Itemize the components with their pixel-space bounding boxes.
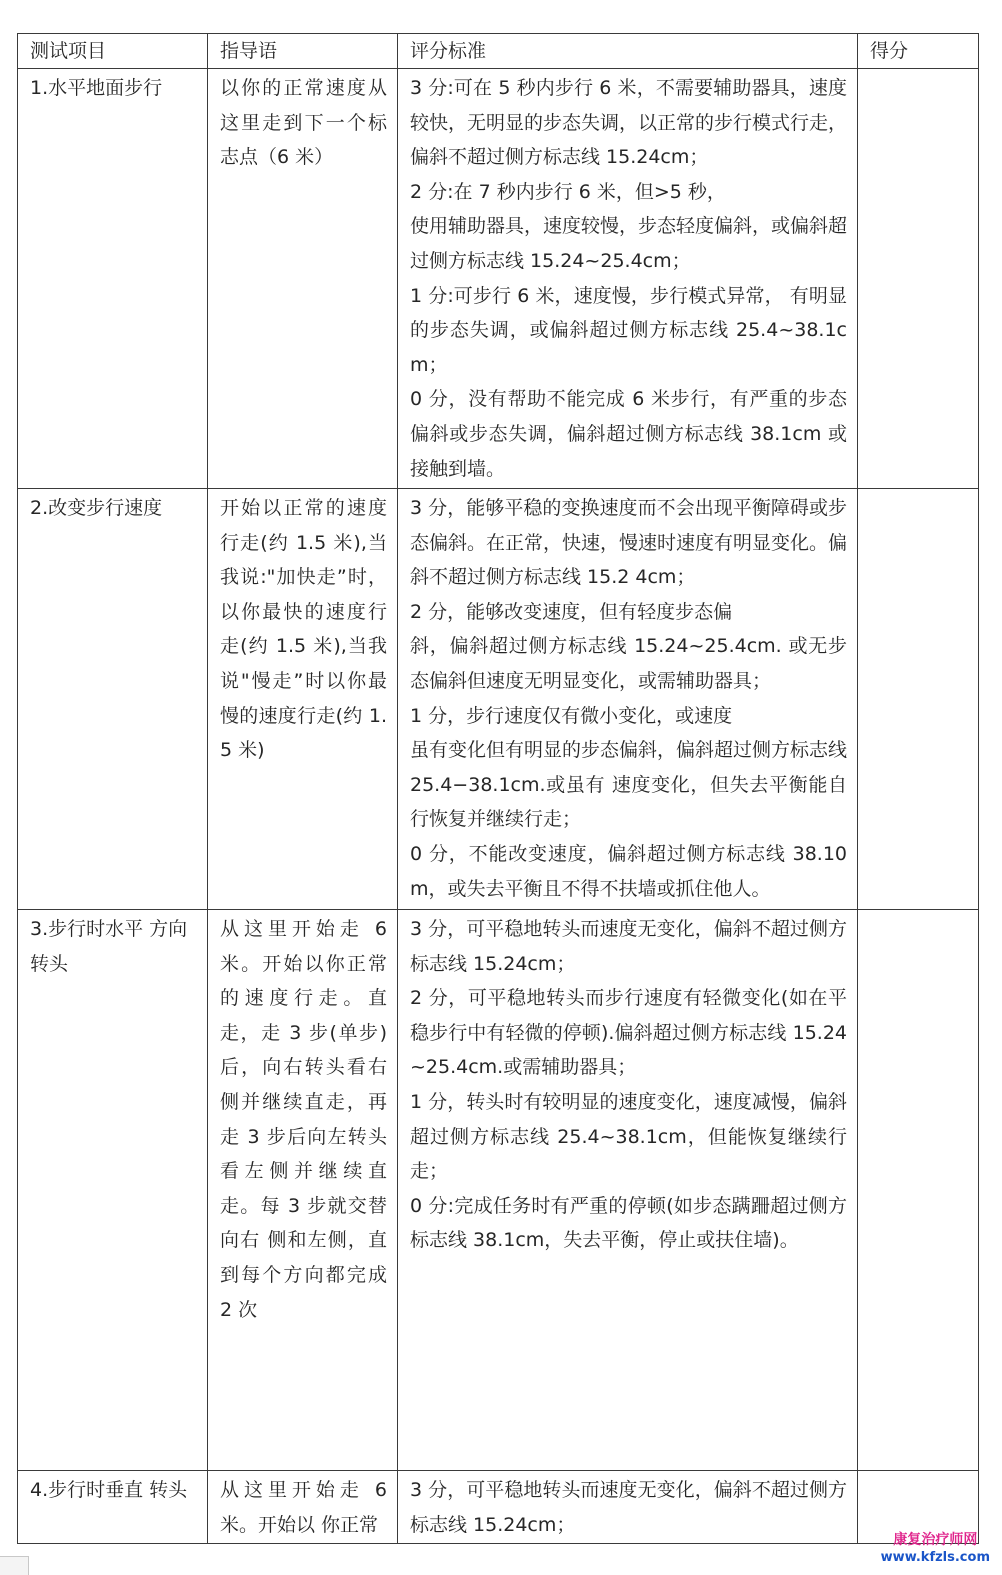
criteria-line: 0 分，不能改变速度，偏斜超过侧方标志线 38.10m，或失去平衡且不得不扶墙或抓住他人。 <box>410 842 847 900</box>
header-test-item: 测试项目 <box>18 34 208 69</box>
criteria-line: 3 分，可平稳地转头而速度无变化，偏斜不超过侧方标志线 15.24cm； <box>410 918 847 975</box>
table-row <box>18 69 979 489</box>
criteria-line: 1 分:可步行 6 米，速度慢，步行模式异常， 有明显的步态失调，或偏斜超过侧方标志线 25.4~38.1cm； <box>410 284 847 376</box>
watermark-site-name: 康复治疗师网 <box>893 1532 978 1548</box>
criteria-line: 使用辅助器具，速度较慢，步态轻度偏斜，或偏斜超过侧方标志线 15.24~25.4cm； <box>410 215 848 272</box>
criteria-line: 1 分，转头时有较明显的速度变化，速度减慢，偏斜超过侧方标志线 25.4~38.1cm，但能恢复继续行走； <box>410 1090 847 1183</box>
score-cell <box>858 910 979 1471</box>
table-row <box>18 910 979 1471</box>
criteria-line: 2 分，可平稳地转头而步行速度有轻微变化(如在平稳步行中有轻微的停顿).偏斜超过侧方标志线 15.24~25.4cm.或需辅助器具； <box>410 987 847 1079</box>
criteria-cell <box>398 1471 858 1544</box>
criteria-line: 3 分，可平稳地转头而速度无变化，偏斜不超过侧方标志线 15.24cm； <box>410 1479 847 1536</box>
table-row <box>18 1471 979 1544</box>
instruction-cell: 以你的正常速度从这里走到下一个标志点（6 米） <box>208 69 398 489</box>
test-item-cell: 3.步行时水平 方向转头 <box>18 910 208 1471</box>
criteria-cell <box>398 489 858 910</box>
criteria-line: 斜，偏斜超过侧方标志线 15.24~25.4cm. 或无步态偏斜但速度无明显变化，或需辅助器具； <box>410 635 847 692</box>
header-score: 得分 <box>858 34 979 69</box>
test-item-cell: 4.步行时垂直 转头 <box>18 1471 208 1544</box>
instruction-cell: 从这里开始走 6 米。开始以你正常的速度行走。直走，走 3 步(单步)后，向右转头看右侧并继续直走，再走 3 步后向左转头看左侧并继续直走。每 3 步就交替向右 侧和左侧，直到每个方向都完成 2 次 <box>208 910 398 1471</box>
criteria-line: 虽有变化但有明显的步态偏斜，偏斜超过侧方标志线 25.4−38.1cm.或虽有 速度变化，但失去平衡能自行恢复并继续行走； <box>410 739 848 831</box>
criteria-line: 3 分，能够平稳的变换速度而不会出现平衡障碍或步态偏斜。在正常，快速，慢速时速度有明显变化。偏斜不超过侧方标志线 15.2 4cm； <box>410 497 848 589</box>
watermark-site-url: www.kfzls.com <box>880 1550 990 1565</box>
criteria-cell <box>398 910 858 1471</box>
criteria-line: 2 分，能够改变速度，但有轻度步态偏 <box>410 600 733 623</box>
table-header-row <box>18 34 979 69</box>
criteria-line: 0 分，没有帮助不能完成 6 米步行，有严重的步态偏斜或步态失调，偏斜超过侧方标志线 38.1cm 或接触到墙。 <box>410 388 847 480</box>
test-item-cell: 1.水平地面步行 <box>18 69 208 489</box>
criteria-line: 2 分:在 7 秒内步行 6 米，但>5 秒， <box>410 180 726 203</box>
instruction-cell: 开始以正常的速度行走(约 1.5 米),当我说:"加快走”时，以你最快的速度行走(约 1.5 米),当我说"慢走”时以你最慢的速度行走(约 1.5 米) <box>208 489 398 910</box>
header-instructions: 指导语 <box>208 34 398 69</box>
criteria-line: 1 分，步行速度仅有微小变化，或速度 <box>410 704 733 727</box>
score-cell <box>858 489 979 910</box>
criteria-line: 0 分:完成任务时有严重的停顿(如步态蹒跚超过侧方标志线 38.1cm，失去平衡，停止或扶住墙)。 <box>410 1194 847 1252</box>
test-item-cell: 2.改变步行速度 <box>18 489 208 910</box>
scrollbar-corner <box>0 1556 29 1575</box>
table-row <box>18 489 979 910</box>
instruction-cell: 从这里开始走 6 米。开始以 你正常 <box>208 1471 398 1544</box>
criteria-cell <box>398 69 858 489</box>
score-cell <box>858 69 979 489</box>
site-watermark <box>881 1532 990 1566</box>
criteria-line: 3 分:可在 5 秒内步行 6 米，不需要辅助器具，速度较快，无明显的步态失调，以正常的步行模式行走，偏斜不超过侧方标志线 15.24cm； <box>410 77 848 169</box>
header-scoring-criteria: 评分标准 <box>398 34 858 69</box>
gait-assessment-table <box>17 33 979 1544</box>
